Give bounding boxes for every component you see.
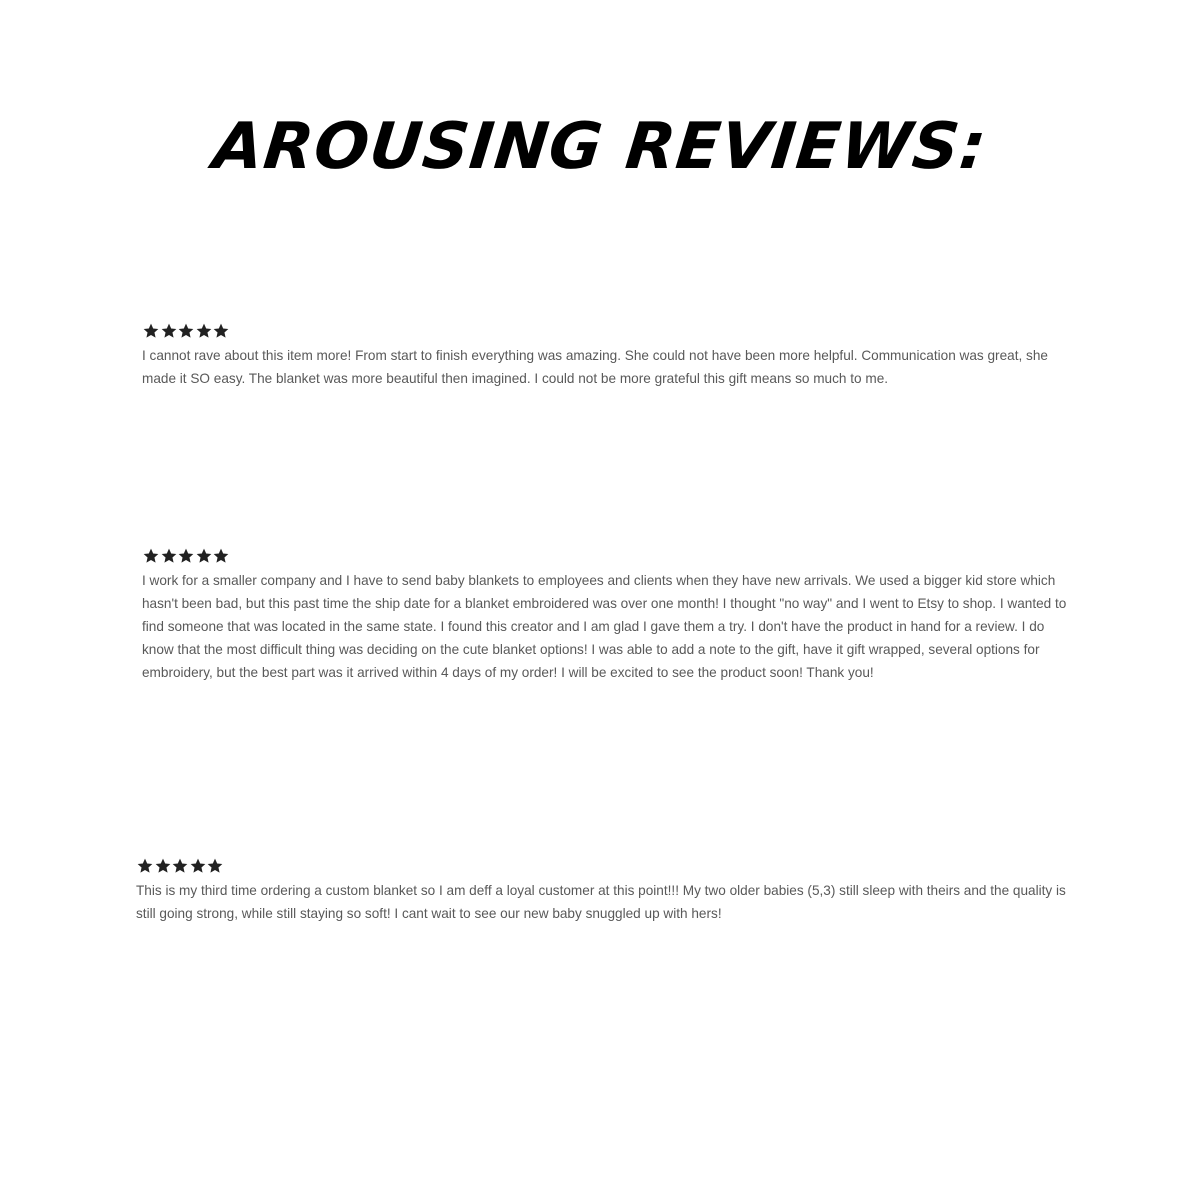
star-icon	[142, 547, 160, 565]
star-icon	[160, 322, 178, 340]
star-icon	[177, 547, 195, 565]
review-card	[136, 857, 1081, 925]
page-title: AROUSING REVIEWS:	[209, 110, 991, 184]
review-text: This is my third time ordering a custom blanket so I am deff a loyal customer at this point!!! My two older babies (5,3) still sleep with theirs and the quality is still going strong, while still staying so soft! I cant wait to see our new baby snuggled up with hers!	[136, 883, 1066, 921]
star-rating	[142, 322, 1072, 342]
star-icon	[136, 857, 154, 875]
star-icon	[195, 322, 213, 340]
star-rating	[142, 547, 1072, 567]
star-icon	[160, 547, 178, 565]
review-text: I work for a smaller company and I have to send baby blankets to employees and clients when they have new arrivals. We used a bigger kid store which hasn't been bad, but this past time the ship date for a blanket embroidered was over one month! I thought "no way" and I went to Etsy to shop. I wanted to find someone that was located in the same state. I found this creator and I am glad I gave them a try. I don't have the product in hand for a review. I do know that the most difficult thing was deciding on the cute blanket options! I was able to add a note to the gift, have it gift wrapped, several options for embroidery, but the best part was it arrived within 4 days of my order! I will be excited to see the product soon! Thank you!	[142, 573, 1067, 680]
star-icon	[195, 547, 213, 565]
review-card	[142, 322, 1072, 390]
review-text: I cannot rave about this item more! From start to finish everything was amazing. She could not have been more helpful. Communication was great, she made it SO easy. The blanket was more beautiful then imagined. I could not be more grateful this gift means so much to me.	[142, 348, 1048, 386]
star-icon	[177, 322, 195, 340]
star-icon	[142, 322, 160, 340]
star-rating	[136, 857, 1081, 877]
star-icon	[189, 857, 207, 875]
review-card	[142, 547, 1072, 684]
star-icon	[154, 857, 172, 875]
star-icon	[212, 322, 230, 340]
star-icon	[212, 547, 230, 565]
star-icon	[171, 857, 189, 875]
star-icon	[206, 857, 224, 875]
